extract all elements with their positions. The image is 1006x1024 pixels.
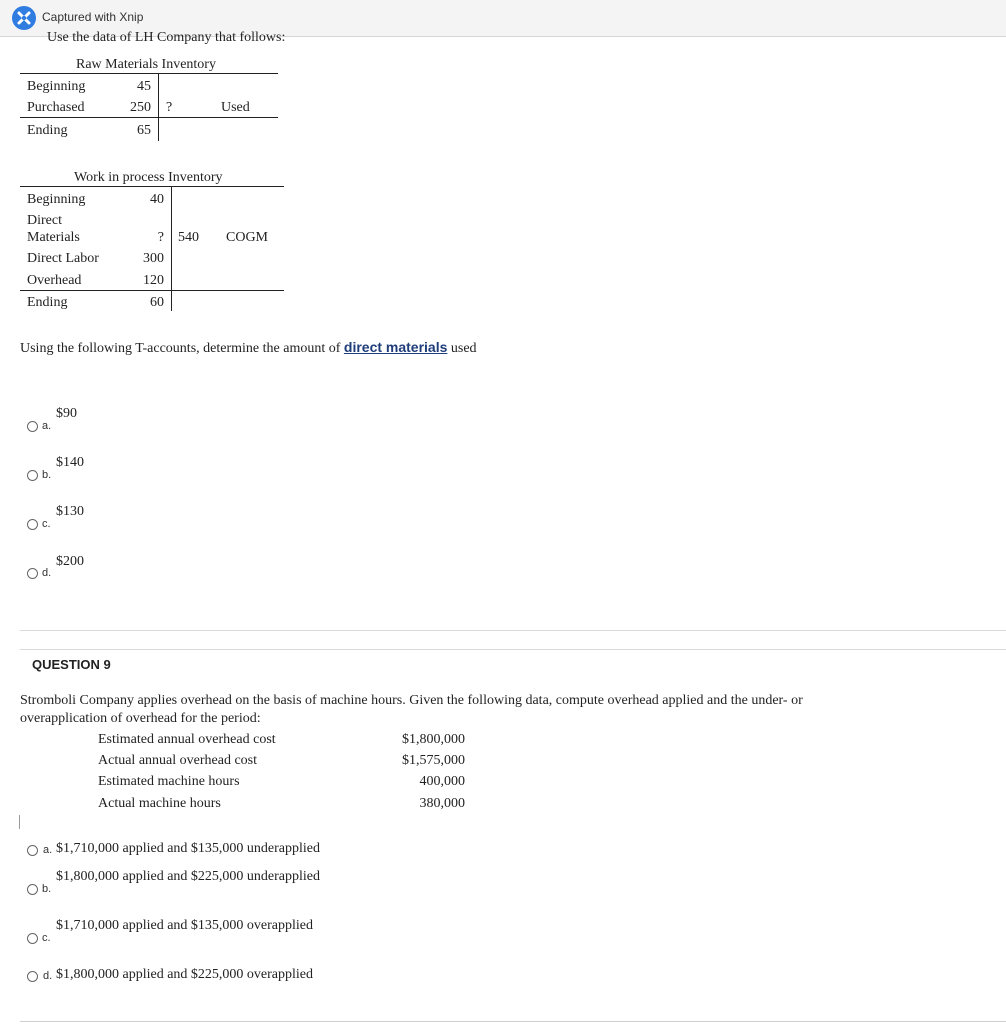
wip-row-value: 40 — [150, 192, 164, 207]
q8-question — [20, 339, 477, 357]
raw-title: Raw Materials Inventory — [76, 57, 216, 72]
text-cursor — [19, 815, 20, 829]
capture-label: Captured with Xnip — [42, 10, 144, 24]
option-text: $140 — [56, 455, 84, 470]
raw-row-value: 250 — [130, 100, 151, 115]
option-letter: b. — [42, 469, 52, 481]
radio-button[interactable] — [27, 971, 38, 982]
data-value: 380,000 — [419, 796, 465, 811]
radio-button[interactable] — [27, 884, 38, 895]
option-text: $1,710,000 applied and $135,000 underapplied — [56, 841, 321, 856]
wip-row-value: 60 — [150, 295, 164, 310]
option-text: $200 — [56, 554, 84, 569]
wip-row-label: Materials — [27, 230, 80, 245]
raw-credit-label: Used — [221, 100, 250, 115]
divider — [20, 630, 1006, 631]
raw-row-label: Beginning — [27, 79, 86, 94]
wip-row-value: 300 — [143, 251, 164, 266]
option-text: $130 — [56, 504, 84, 519]
data-label: Estimated machine hours — [98, 774, 240, 789]
radio-button[interactable] — [27, 470, 38, 481]
intro-text: Use the data of LH Company that follows: — [47, 30, 286, 45]
data-label: Actual machine hours — [98, 796, 221, 811]
option-text: $1,800,000 applied and $225,000 underapplied — [56, 869, 321, 884]
divider — [20, 1021, 1006, 1022]
option-letter: b. — [42, 883, 52, 895]
q8-question-text: Using the following T-accounts, determine the amount of — [20, 341, 344, 356]
raw-row-label: Purchased — [27, 100, 85, 115]
radio-button[interactable] — [27, 845, 38, 856]
wip-row-label: Direct Labor — [27, 251, 99, 266]
data-label: Actual annual overhead cost — [98, 753, 257, 768]
q9-text-line1: Stromboli Company applies overhead on the basis of machine hours. Given the following data, compute overhead applied and the under- or — [20, 693, 803, 708]
option-letter: a. — [43, 844, 53, 856]
radio-button[interactable] — [27, 421, 38, 432]
option-letter: d. — [42, 567, 52, 579]
raw-row-value: 45 — [137, 79, 151, 94]
radio-button[interactable] — [27, 519, 38, 530]
option-text: $1,800,000 applied and $225,000 overapplied — [56, 967, 314, 982]
option-text: $90 — [56, 406, 77, 421]
wip-credit-label: COGM — [226, 230, 269, 245]
option-letter: c. — [42, 932, 51, 944]
xnip-logo-icon — [12, 6, 36, 30]
option-letter: a. — [42, 420, 52, 432]
q8-question-text-end: used — [447, 341, 477, 356]
wip-row-value: ? — [157, 230, 164, 245]
q8-question-emphasis: direct materials — [343, 339, 448, 355]
radio-button[interactable] — [27, 933, 38, 944]
radio-button[interactable] — [27, 568, 38, 579]
wip-row-label: Overhead — [27, 273, 82, 288]
wip-credit-value: 540 — [178, 230, 199, 245]
q9-text-line2: overapplication of overhead for the period: — [20, 711, 261, 726]
raw-credit-value: ? — [166, 100, 173, 115]
option-letter: c. — [42, 518, 51, 530]
wip-row-label: Beginning — [27, 192, 86, 207]
data-label: Estimated annual overhead cost — [98, 732, 276, 747]
data-value: 400,000 — [419, 774, 465, 789]
wip-row-label: Ending — [27, 295, 68, 310]
question-heading: QUESTION 9 — [32, 657, 111, 672]
raw-row-label: Ending — [27, 123, 68, 138]
wip-row-value: 120 — [143, 273, 164, 288]
option-text: $1,710,000 applied and $135,000 overapplied — [56, 918, 314, 933]
option-letter: d. — [43, 970, 53, 982]
divider — [20, 649, 1006, 650]
data-value: $1,575,000 — [402, 753, 465, 768]
data-value: $1,800,000 — [402, 732, 465, 747]
wip-row-label: Direct — [27, 213, 62, 228]
raw-row-value: 65 — [137, 123, 151, 138]
wip-title: Work in process Inventory — [74, 170, 223, 185]
